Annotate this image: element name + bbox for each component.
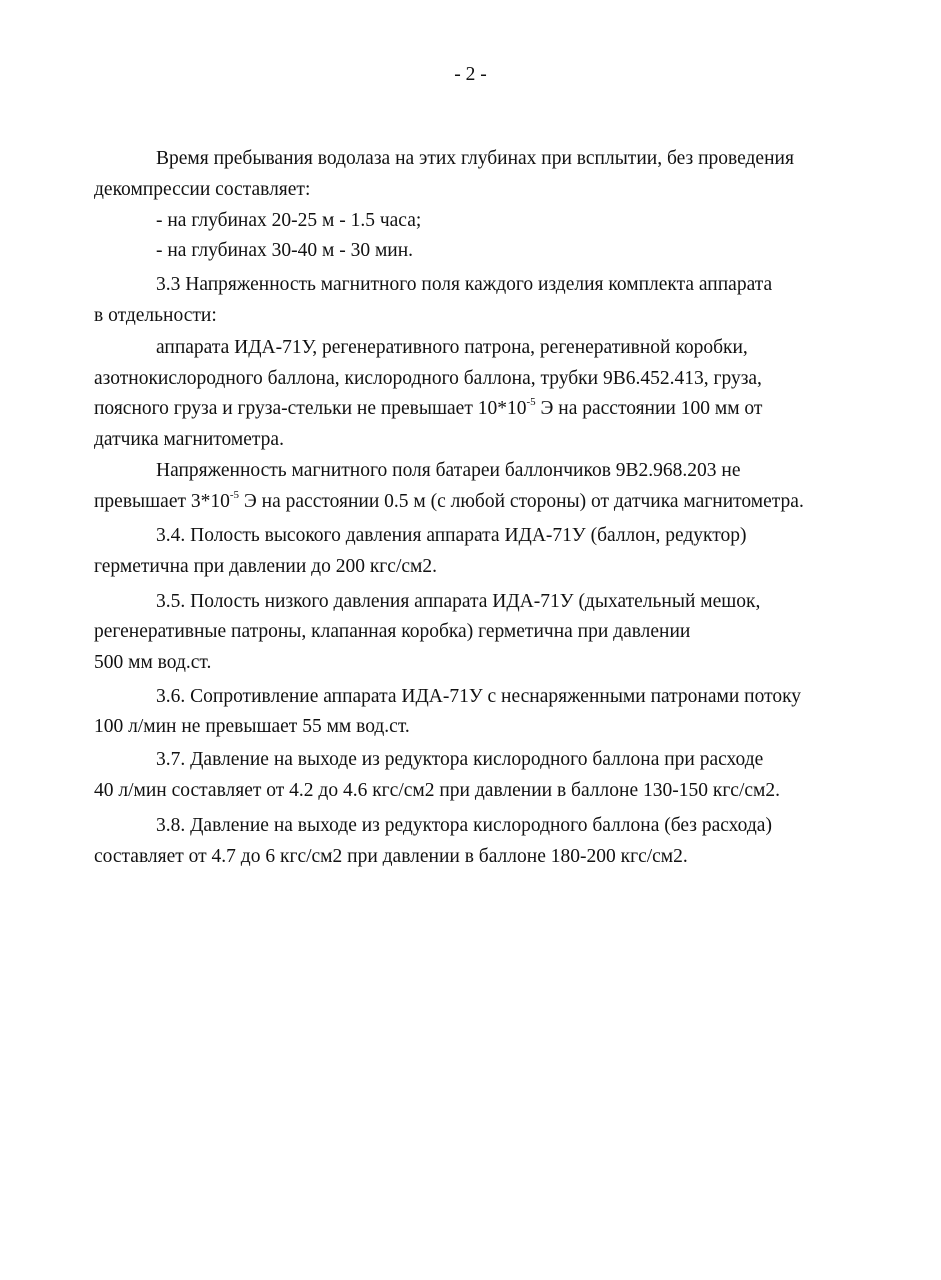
- paragraph-line: 3.4. Полость высокого давления аппарата ИДА-71У (баллон, редуктор): [156, 525, 747, 546]
- text-run: Э на расстоянии 0.5 м (с любой стороны) от датчика магнитометра.: [239, 491, 804, 512]
- paragraph-line: Напряженность магнитного поля батареи баллончиков 9В2.968.203 не: [156, 460, 741, 481]
- paragraph-line: [94, 490, 804, 514]
- paragraph-line: 500 мм вод.ст.: [94, 652, 212, 673]
- paragraph-line: 3.6. Сопротивление аппарата ИДА-71У с неснаряженными патронами потоку: [156, 686, 802, 707]
- superscript: -5: [526, 395, 536, 408]
- list-item: - на глубинах 30-40 м - 30 мин.: [156, 240, 414, 261]
- paragraph-line: 3.3 Напряженность магнитного поля каждого изделия комплекта аппарата: [156, 274, 773, 295]
- paragraph-line: датчика магнитометра.: [94, 429, 284, 450]
- paragraph-line: регенеративные патроны, клапанная коробка) герметична при давлении: [94, 621, 691, 642]
- paragraph-line: составляет от 4.7 до 6 кгс/см2 при давлении в баллоне 180-200 кгс/см2.: [94, 846, 688, 867]
- paragraph-line: 3.8. Давление на выходе из редуктора кислородного баллона (без расхода): [156, 815, 772, 836]
- paragraph-line: в отдельности:: [94, 305, 217, 326]
- paragraph-line: аппарата ИДА-71У, регенеративного патрона, регенеративной коробки,: [156, 337, 748, 358]
- text-run: превышает 3*10: [94, 491, 230, 512]
- paragraph-line: герметична при давлении до 200 кгс/см2.: [94, 556, 438, 577]
- text-run: Э на расстоянии 100 мм от: [535, 398, 763, 419]
- paragraph-line: Время пребывания водолаза на этих глубинах при всплытии, без проведения: [156, 148, 794, 169]
- text-run: поясного груза и груза-стельки не превышает 10*10: [94, 398, 527, 419]
- list-item: - на глубинах 20-25 м - 1.5 часа;: [156, 210, 422, 231]
- paragraph-line: 100 л/мин не превышает 55 мм вод.ст.: [94, 716, 410, 737]
- paragraph-line: 3.7. Давление на выходе из редуктора кислородного баллона при расходе: [156, 749, 764, 770]
- paragraph-line: [94, 397, 762, 421]
- paragraph-line: 40 л/мин составляет от 4.2 до 4.6 кгс/см2 при давлении в баллоне 130-150 кгс/см2.: [94, 780, 781, 801]
- page-number: - 2 -: [454, 64, 487, 85]
- paragraph-line: азотнокислородного баллона, кислородного баллона, трубки 9В6.452.413, груза,: [94, 368, 762, 389]
- paragraph-line: декомпрессии составляет:: [94, 179, 311, 200]
- superscript: -5: [229, 488, 240, 501]
- paragraph-line: 3.5. Полость низкого давления аппарата ИДА-71У (дыхательный мешок,: [156, 591, 761, 612]
